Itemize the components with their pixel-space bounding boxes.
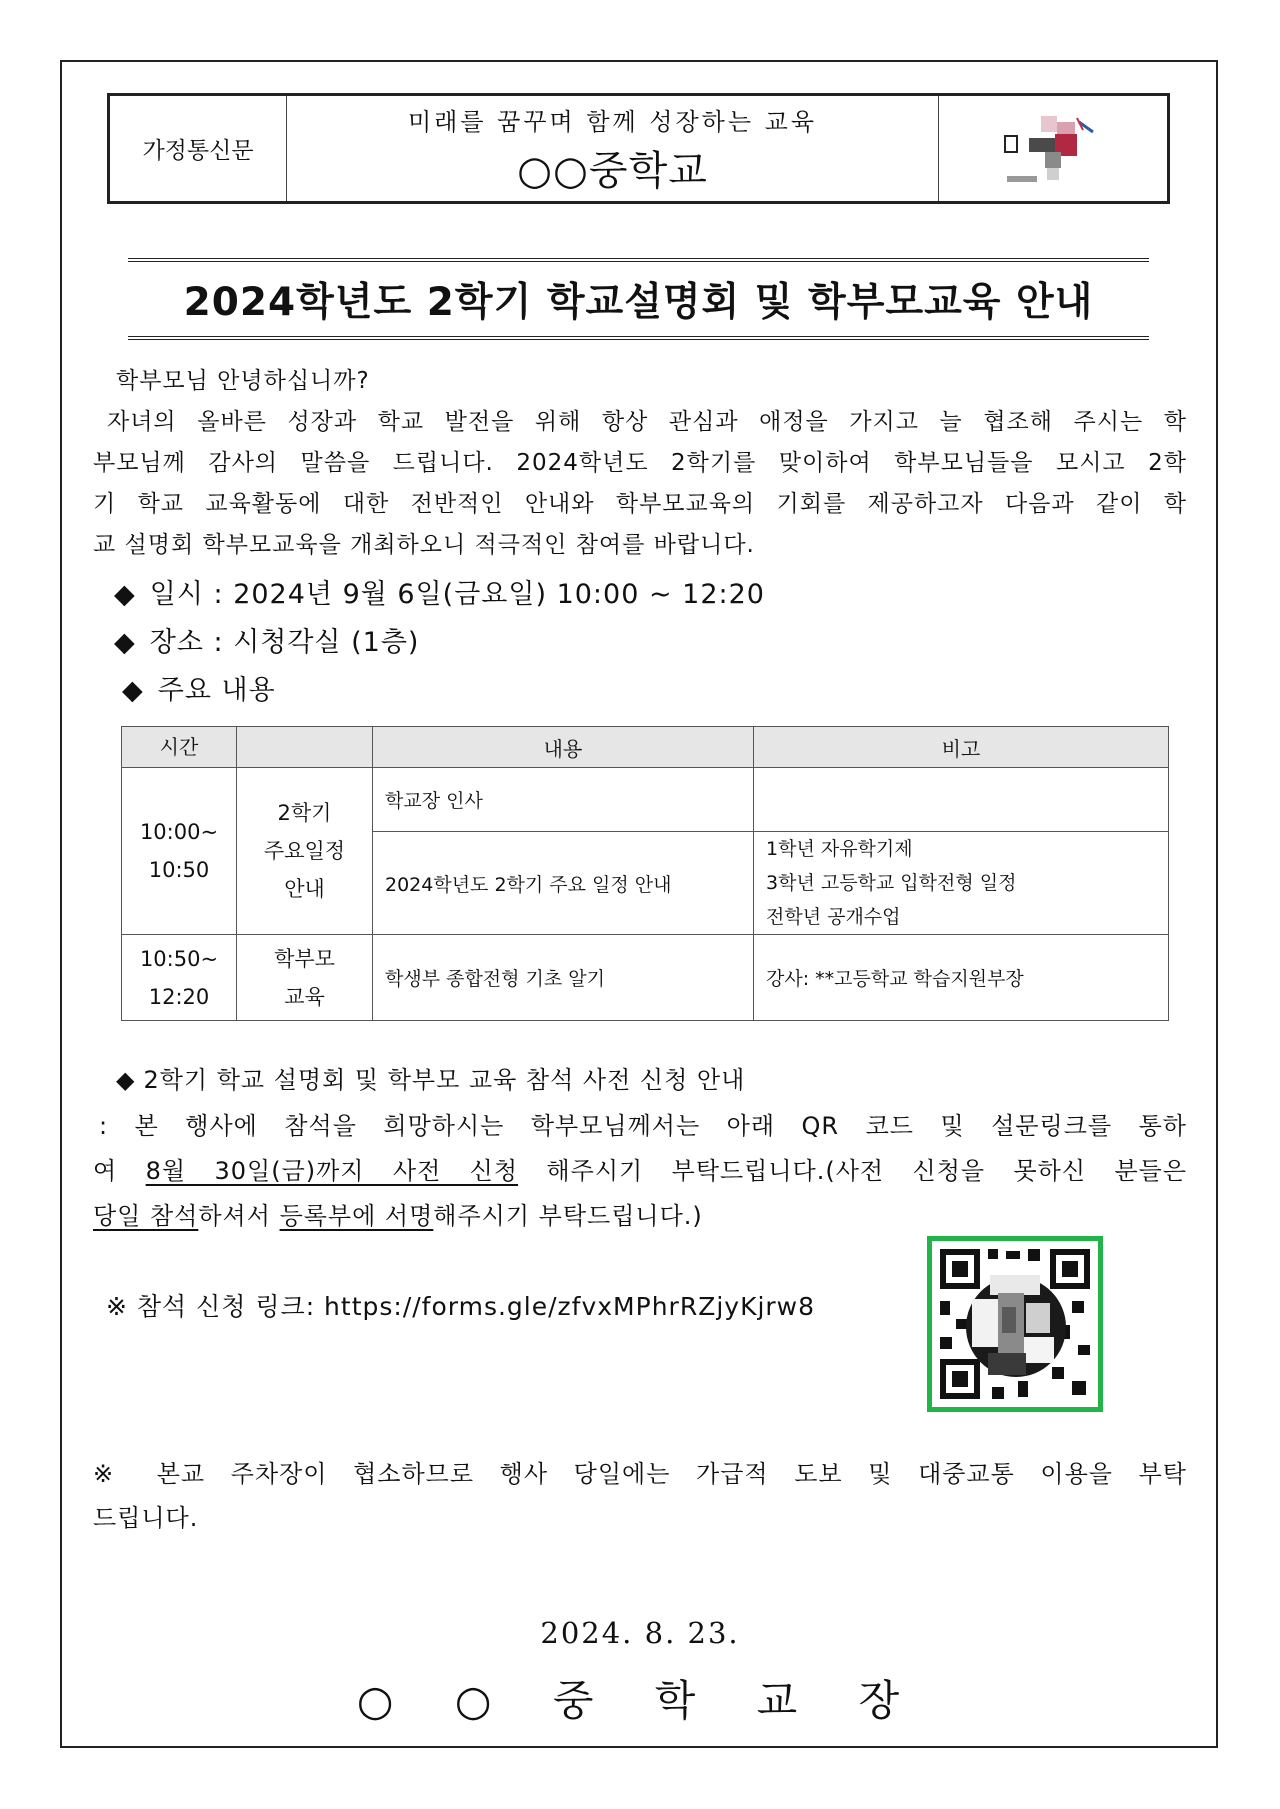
time-cell: 10:00~ 10:50 bbox=[122, 768, 237, 935]
note-cell bbox=[754, 768, 1169, 832]
header-logo-cell bbox=[939, 96, 1167, 201]
registration-line: : 본 행사에 참석을 희망하시는 학부모님께서는 아래 QR 코드 및 설문링크를 통하 bbox=[99, 1112, 1187, 1140]
registration-line: 당일 참석하셔서 등록부에 서명해주시기 부탁드립니다.) bbox=[93, 1202, 703, 1230]
registration-link[interactable]: ※ 참석 신청 링크: https://forms.gle/zfvxMPhrRZjyKjrw8 bbox=[106, 1292, 816, 1321]
note-cell: 1학년 자유학기제 3학년 고등학교 입학전형 일정 전학년 공개수업 bbox=[754, 832, 1169, 935]
qr-code[interactable] bbox=[927, 1236, 1103, 1412]
sign-emphasis: 등록부에 서명 bbox=[279, 1202, 434, 1230]
main-content-text: 주요 내용 bbox=[157, 675, 276, 706]
detail-place bbox=[114, 620, 419, 659]
diamond-bullet-icon: ◆ bbox=[116, 1066, 136, 1094]
registration-line: 여 8월 30일(금)까지 사전 신청 해주시기 부탁드립니다.(사전 신청을 못하신 분들은 bbox=[93, 1157, 1188, 1185]
category-cell: 학부모 교육 bbox=[237, 935, 373, 1021]
diamond-bullet-icon: ◆ bbox=[114, 627, 136, 658]
principal-signature: ○ ○ 중 학 교 장 bbox=[356, 1676, 924, 1725]
table-header: 시간 bbox=[122, 727, 237, 768]
detail-main-content bbox=[122, 668, 276, 707]
intro-paragraph bbox=[93, 402, 1187, 566]
parking-line: ※ 본교 주차장이 협소하므로 행사 당일에는 가급적 도보 및 대중교통 이용을 부탁 bbox=[93, 1460, 1187, 1488]
greeting: 학부모님 안녕하십니까? bbox=[116, 368, 370, 394]
note-cell: 강사: **고등학교 학습지원부장 bbox=[754, 935, 1169, 1021]
schedule-table bbox=[121, 726, 1169, 1021]
deadline-emphasis: 8월 30일(금)까지 사전 신청 bbox=[145, 1157, 519, 1185]
content-cell: 학교장 인사 bbox=[373, 768, 754, 832]
doc-type: 가정통신문 bbox=[110, 96, 287, 201]
page-title: 2024학년도 2학기 학교설명회 및 학부모교육 안내 bbox=[183, 280, 1094, 325]
time-cell: 10:50~ 12:20 bbox=[122, 935, 237, 1021]
diamond-bullet-icon: ◆ bbox=[122, 675, 144, 706]
place-text: 장소 : 시청각실 (1층) bbox=[149, 627, 420, 658]
same-day-emphasis: 당일 참석 bbox=[93, 1202, 199, 1230]
qr-code-icon bbox=[932, 1241, 1098, 1407]
parking-line: 드립니다. bbox=[93, 1504, 199, 1532]
registration-paragraph bbox=[93, 1104, 1187, 1239]
title-box bbox=[128, 258, 1149, 340]
header-center bbox=[287, 96, 939, 201]
table-header: 내용 bbox=[373, 727, 754, 768]
school-name: ○○중학교 bbox=[517, 147, 708, 194]
letter-header bbox=[107, 93, 1170, 204]
category-cell: 2학기 주요일정 안내 bbox=[237, 768, 373, 935]
detail-datetime bbox=[114, 572, 765, 611]
content-cell: 학생부 종합전형 기초 알기 bbox=[373, 935, 754, 1021]
diamond-bullet-icon: ◆ bbox=[114, 579, 136, 610]
table-header-row bbox=[122, 727, 1169, 768]
table-row bbox=[122, 768, 1169, 832]
table-header: 비고 bbox=[754, 727, 1169, 768]
intro-line: 기 학교 교육활동에 대한 전반적인 안내와 학부모교육의 기회를 제공하고자 다음과 같이 학 bbox=[93, 491, 1187, 517]
content-cell: 2024학년도 2학기 주요 일정 안내 bbox=[373, 832, 754, 935]
intro-line: 자녀의 올바른 성장과 학교 발전을 위해 항상 관심과 애정을 가지고 늘 협조해 주시는 학 bbox=[107, 409, 1187, 435]
issue-date: 2024. 8. 23. bbox=[540, 1616, 740, 1650]
registration-heading: ◆ 2학기 학교 설명회 및 학부모 교육 참석 사전 신청 안내 bbox=[116, 1060, 745, 1101]
intro-line: 부모님께 감사의 말씀을 드립니다. 2024학년도 2학기를 맞이하여 학부모님들을 모시고 2학 bbox=[93, 450, 1187, 476]
parking-notice bbox=[93, 1452, 1187, 1540]
table-header bbox=[237, 727, 373, 768]
table-row bbox=[122, 935, 1169, 1021]
school-logo-icon bbox=[989, 108, 1119, 188]
intro-line: 교 설명회 학부모교육을 개최하오니 적극적인 참여를 바랍니다. bbox=[93, 532, 755, 558]
school-slogan: 미래를 꿈꾸며 함께 성장하는 교육 bbox=[407, 107, 818, 136]
datetime-text: 일시 : 2024년 9월 6일(금요일) 10:00 ~ 12:20 bbox=[149, 579, 765, 610]
